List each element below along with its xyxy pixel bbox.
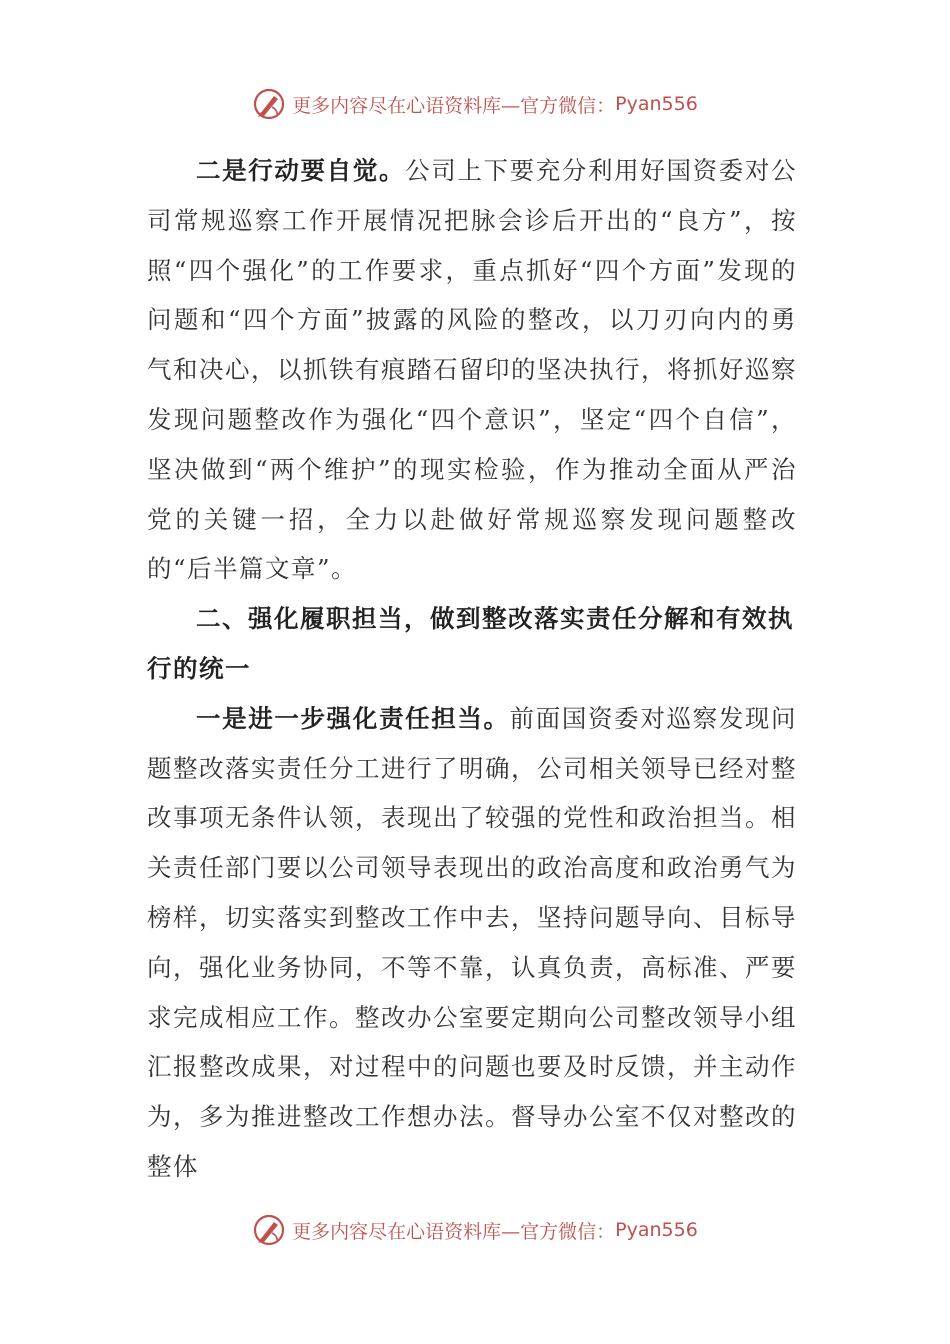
paragraph-lead: 一是进一步强化责任担当。 [196, 703, 510, 733]
footer-banner [0, 1210, 950, 1250]
pen-nib-logo-icon [252, 87, 286, 121]
paragraph-responsibility [147, 694, 797, 1192]
banner-wechat-id: Pyan556 [615, 1219, 698, 1241]
document-body [147, 146, 797, 1192]
banner-text: 更多内容尽在心语资料库—官方微信： [292, 1220, 616, 1243]
paragraph-text: 前面国资委对巡察发现问题整改落实责任分工进行了明确，公司相关领导已经对整改事项无条件认领，表现出了较强的党性和政治担当。相关责任部门要以公司领导表现出的政治高度和政治勇气为榜样，切实落实到整改工作中去，坚持问题导向、目标导向，强化业务协同，不等不靠，认真负责，高标准、严要求完成相应工作。整改办公室要定期向公司整改领导小组汇报整改成果，对过程中的问题也要及时反馈，并主动作为，多为推进整改工作想办法。督导办公室不仅对整改的整体 [147, 703, 798, 1181]
paragraph-lead: 二是行动要自觉。 [196, 156, 406, 185]
banner-wechat-id: Pyan556 [615, 93, 698, 115]
banner-text: 更多内容尽在心语资料库—官方微信： [292, 94, 616, 117]
pen-nib-logo-icon [252, 1213, 286, 1247]
header-banner [0, 84, 950, 124]
paragraph-action-consciousness [147, 146, 797, 594]
paragraph-text: 公司上下要充分利用好国资委对公司常规巡察工作开展情况把脉会诊后开出的“良方”，按照“四个强化”的工作要求，重点抓好“四个方面”发现的问题和“四个方面”披露的风险的整改，以刀刃向内的勇气和决心，以抓铁有痕踏石留印的坚决执行，将抓好巡察发现问题整改作为强化“四个意识”，坚定“四个自信”，坚决做到“两个维护”的现实检验，作为推动全面从严治党的关键一招，全力以赴做好常规巡察发现问题整改的“后半篇文章”。 [147, 156, 798, 584]
section-heading-2: 二、强化履职担当，做到整改落实责任分解和有效执行的统一 [147, 604, 794, 683]
